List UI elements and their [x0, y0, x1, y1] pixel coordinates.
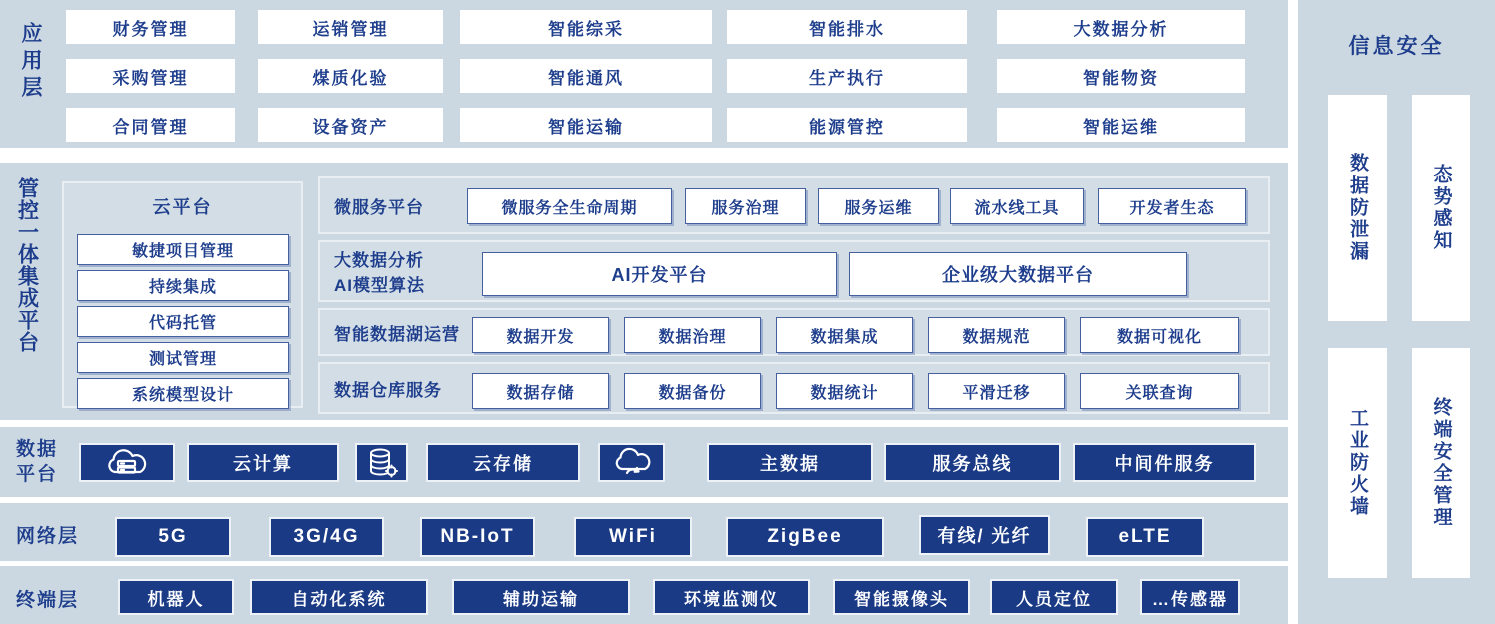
- app-box-ops: 智能运维: [997, 108, 1245, 142]
- net-box-fiber: 有线/ 光纤: [919, 515, 1050, 555]
- lake-box-standard: 数据规范: [928, 317, 1065, 353]
- app-box-logistics: 运销管理: [258, 10, 443, 44]
- app-box-equipment: 设备资产: [258, 108, 443, 142]
- cloud-item-model: 系统模型设计: [77, 378, 289, 409]
- middleware-box: 中间件服务: [1073, 443, 1256, 482]
- term-box-automation: 自动化系统: [250, 579, 428, 615]
- data-platform-label-line2: 平台: [16, 464, 59, 485]
- database-gear-icon: [355, 443, 408, 482]
- term-box-robot: 机器人: [118, 579, 234, 615]
- net-box-5g: 5G: [115, 517, 231, 557]
- app-box-ventilation: 智能通风: [460, 59, 712, 93]
- ms-box-ops: 服务运维: [818, 188, 939, 224]
- security-box-situation-awareness-label: 态势感知: [1430, 164, 1452, 252]
- security-box-situation-awareness: [1412, 95, 1470, 321]
- platform-layer-label: 管控一体集成平台: [15, 177, 39, 353]
- data-platform-label: [16, 437, 58, 487]
- lake-box-visual: 数据可视化: [1080, 317, 1239, 353]
- cloud-storage-box: 云存储: [426, 443, 580, 482]
- network-layer-label: 网络层: [16, 526, 80, 547]
- platform-layer-section: [0, 163, 1288, 420]
- app-box-contract: 合同管理: [66, 108, 235, 142]
- term-box-camera: 智能摄像头: [833, 579, 970, 615]
- term-box-sensors: …传感器: [1140, 579, 1240, 615]
- bigdata-ai-row-label: [334, 242, 425, 300]
- wh-box-storage: 数据存储: [472, 373, 609, 409]
- ai-dev-platform-box: AI开发平台: [482, 252, 837, 296]
- terminal-layer-label: 终端层: [16, 590, 80, 611]
- app-box-materials: 智能物资: [997, 59, 1245, 93]
- network-layer-section: [0, 503, 1288, 561]
- application-layer-section: [0, 0, 1288, 148]
- security-box-dlp: [1328, 95, 1387, 321]
- security-box-terminal-security-label: 终端安全管理: [1430, 397, 1452, 529]
- term-box-location: 人员定位: [990, 579, 1118, 615]
- security-box-dlp-label: 数据防泄漏: [1347, 153, 1368, 263]
- app-box-bigdata: 大数据分析: [997, 10, 1245, 44]
- data-platform-label-line1: 数据: [16, 439, 59, 460]
- app-box-energy: 能源管控: [727, 108, 967, 142]
- ms-box-governance: 服务治理: [685, 188, 806, 224]
- app-box-purchasing: 采购管理: [66, 59, 235, 93]
- lake-box-govern: 数据治理: [624, 317, 761, 353]
- cloud-item-repo: 代码托管: [77, 306, 289, 337]
- information-security-panel: [1298, 0, 1495, 624]
- ms-box-lifecycle: 微服务全生命周期: [467, 188, 672, 224]
- app-box-coal-test: 煤质化验: [258, 59, 443, 93]
- app-box-mining: 智能综采: [460, 10, 712, 44]
- information-security-title: 信息安全: [1348, 35, 1445, 58]
- security-box-industrial-firewall-label: 工业防火墙: [1347, 408, 1368, 518]
- warehouse-row-label: 数据仓库服务: [334, 380, 442, 400]
- terminal-layer-section: [0, 566, 1288, 624]
- cloud-server-icon: [79, 443, 175, 482]
- application-layer-label: 应用层: [19, 22, 42, 103]
- service-bus-box: 服务总线: [884, 443, 1061, 482]
- net-box-elte: eLTE: [1086, 517, 1204, 557]
- app-box-transport: 智能运输: [460, 108, 712, 142]
- lake-box-integrate: 数据集成: [776, 317, 913, 353]
- data-platform-section: [0, 427, 1288, 497]
- app-box-drainage: 智能排水: [727, 10, 967, 44]
- warehouse-row: [318, 362, 1270, 414]
- bigdata-ai-label-line1: 大数据分析: [334, 251, 424, 270]
- net-box-nbiot: NB-IoT: [420, 517, 535, 557]
- microservice-row: [318, 176, 1270, 234]
- microservice-row-label: 微服务平台: [334, 197, 424, 217]
- wh-box-query: 关联查询: [1080, 373, 1239, 409]
- net-box-3g4g: 3G/4G: [269, 517, 384, 557]
- cloud-platform-panel: [62, 181, 303, 408]
- term-box-monitor: 环境监测仪: [653, 579, 810, 615]
- app-box-finance: 财务管理: [66, 10, 235, 44]
- ms-box-pipeline: 流水线工具: [950, 188, 1084, 224]
- bigdata-ai-row: [318, 240, 1270, 302]
- security-box-industrial-firewall: [1328, 348, 1387, 578]
- net-box-wifi: WiFi: [574, 517, 692, 557]
- security-box-terminal-security: [1412, 348, 1470, 578]
- bigdata-ai-label-line2: AI模型算法: [334, 276, 425, 295]
- app-box-production: 生产执行: [727, 59, 967, 93]
- lake-box-dev: 数据开发: [472, 317, 609, 353]
- cloud-item-ci: 持续集成: [77, 270, 289, 301]
- cloud-computing-box: 云计算: [187, 443, 339, 482]
- cloud-item-agile: 敏捷项目管理: [77, 234, 289, 265]
- cloud-sync-icon: [598, 443, 665, 482]
- wh-box-stats: 数据统计: [776, 373, 913, 409]
- enterprise-bigdata-box: 企业级大数据平台: [849, 252, 1187, 296]
- cloud-platform-title: 云平台: [152, 197, 213, 217]
- ms-box-ecosystem: 开发者生态: [1098, 188, 1246, 224]
- term-box-transport: 辅助运输: [452, 579, 630, 615]
- cloud-item-test: 测试管理: [77, 342, 289, 373]
- master-data-box: 主数据: [707, 443, 873, 482]
- wh-box-migration: 平滑迁移: [928, 373, 1065, 409]
- datalake-row-label: 智能数据湖运营: [334, 324, 460, 344]
- datalake-row: [318, 308, 1270, 356]
- wh-box-backup: 数据备份: [624, 373, 761, 409]
- net-box-zigbee: ZigBee: [726, 517, 884, 557]
